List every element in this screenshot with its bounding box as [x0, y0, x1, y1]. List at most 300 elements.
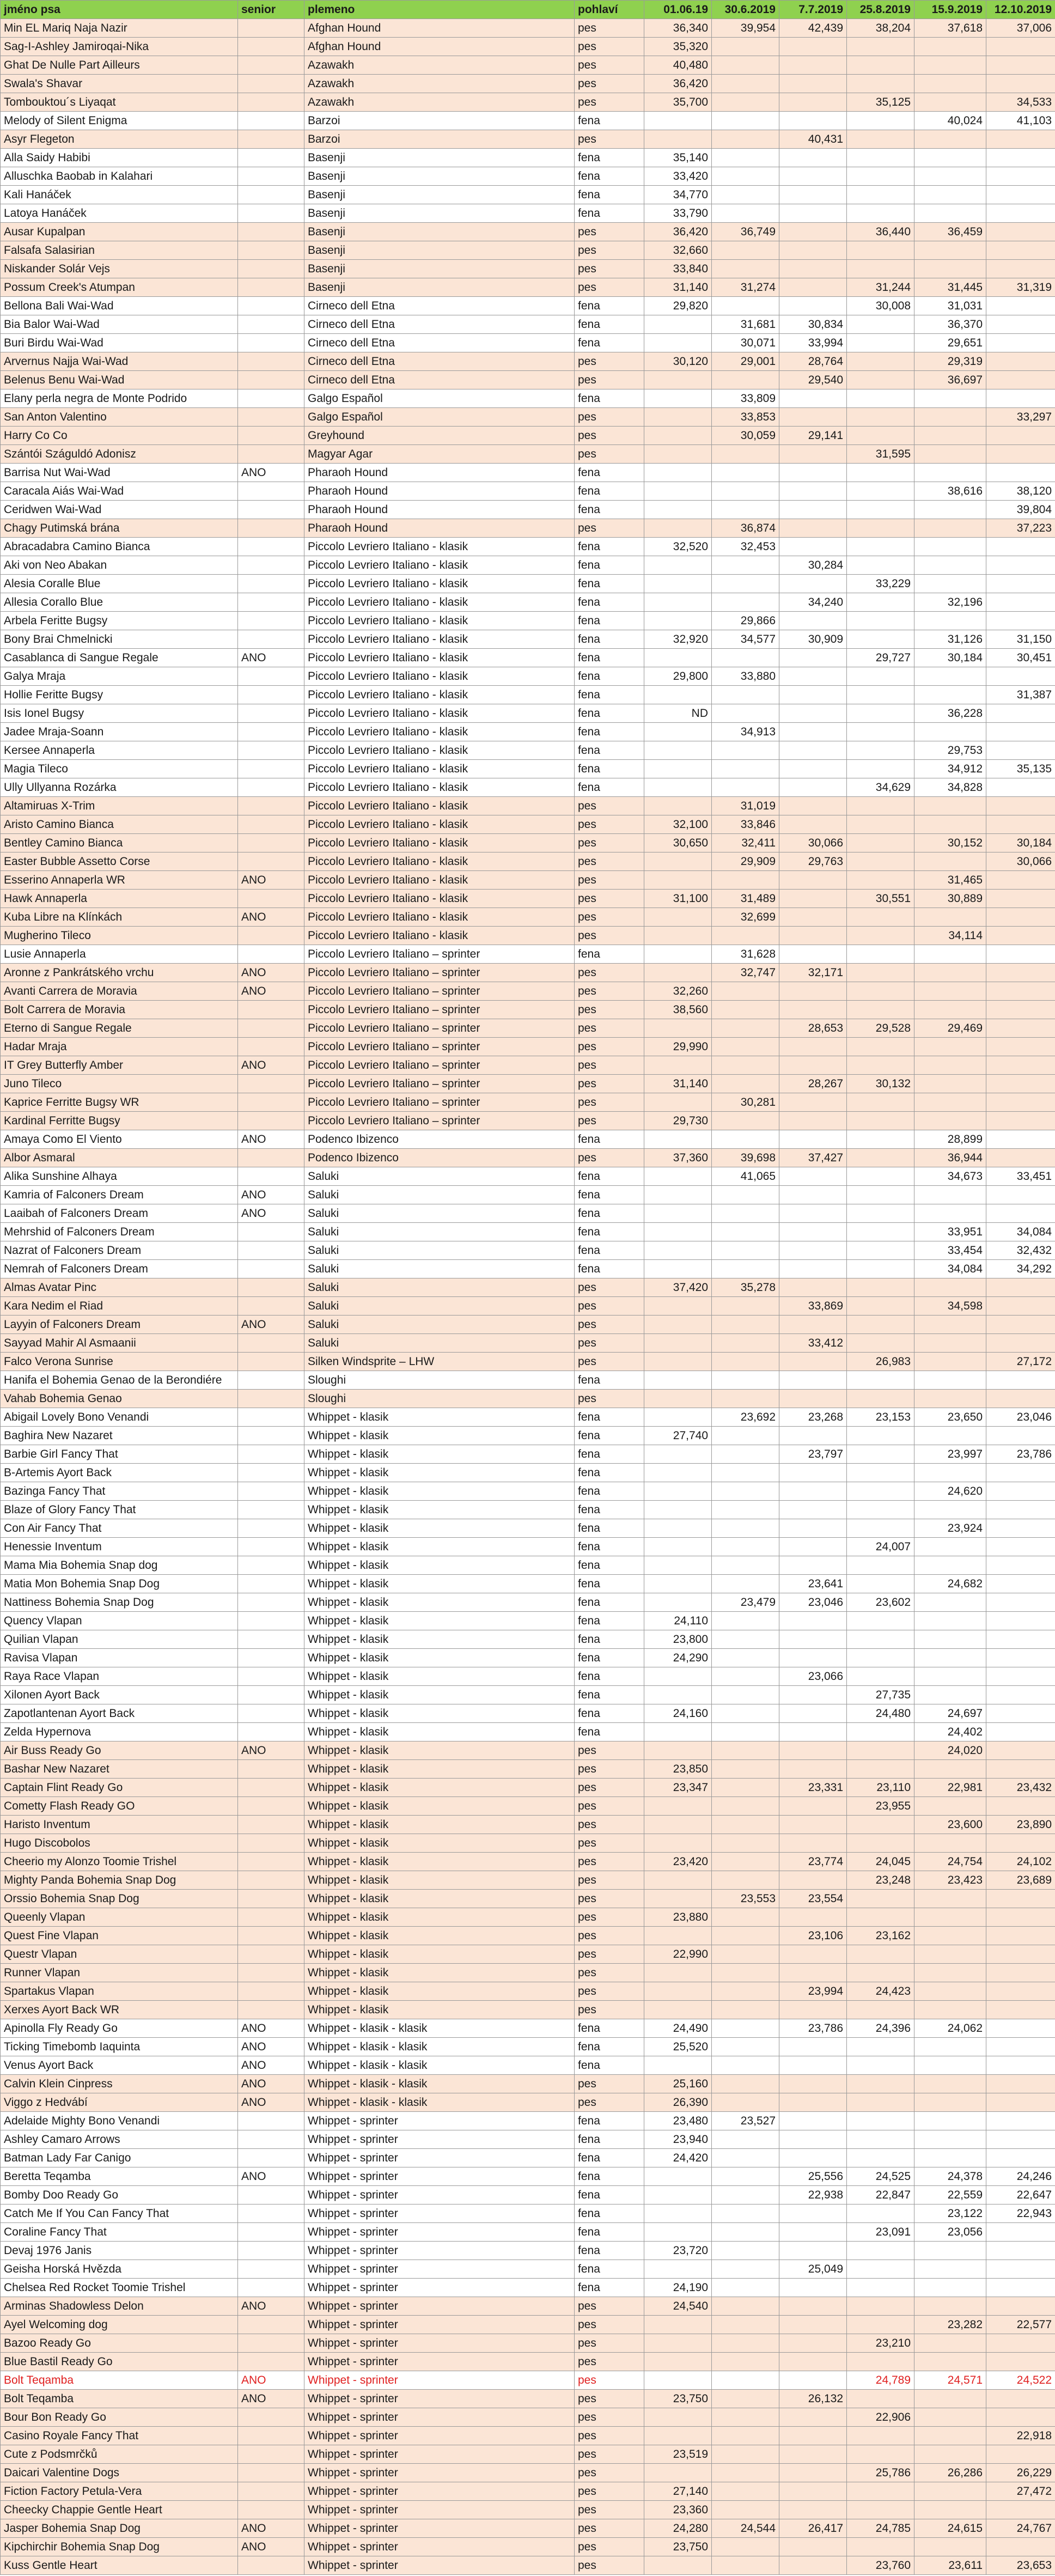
sex-cell[interactable]: pes — [575, 56, 644, 75]
dog-name-cell[interactable]: Falco Verona Sunrise — [1, 1353, 238, 1371]
time-cell-4[interactable] — [847, 482, 914, 501]
senior-cell[interactable] — [238, 1982, 304, 2001]
time-cell-4[interactable] — [847, 2297, 914, 2316]
time-cell-2[interactable] — [712, 2316, 779, 2334]
sex-cell[interactable]: pes — [575, 2408, 644, 2427]
time-cell-2[interactable] — [712, 464, 779, 482]
time-cell-2[interactable] — [712, 1908, 779, 1927]
time-cell-3[interactable]: 28,653 — [779, 1019, 847, 1038]
breed-cell[interactable]: Whippet - klasik — [304, 1741, 575, 1760]
time-cell-2[interactable] — [712, 1075, 779, 1093]
time-cell-4[interactable] — [847, 1093, 914, 1112]
time-cell-2[interactable] — [712, 1871, 779, 1890]
time-cell-1[interactable]: 24,420 — [644, 2149, 712, 2167]
time-cell-6[interactable] — [986, 1667, 1055, 1686]
sex-cell[interactable]: pes — [575, 2075, 644, 2093]
time-cell-1[interactable] — [644, 1371, 712, 1390]
time-cell-5[interactable] — [914, 2334, 986, 2353]
breed-cell[interactable]: Piccolo Levriero Italiano - klasik — [304, 778, 575, 797]
dog-name-cell[interactable]: Cheecky Chappie Gentle Heart — [1, 2501, 238, 2519]
time-cell-2[interactable]: 33,853 — [712, 408, 779, 427]
breed-cell[interactable]: Piccolo Levriero Italiano - klasik — [304, 556, 575, 575]
dog-name-cell[interactable]: Venus Ayort Back — [1, 2056, 238, 2075]
time-cell-2[interactable]: 23,692 — [712, 1408, 779, 1427]
time-cell-2[interactable]: 31,681 — [712, 315, 779, 334]
time-cell-1[interactable] — [644, 1982, 712, 2001]
time-cell-5[interactable]: 36,459 — [914, 223, 986, 241]
time-cell-5[interactable]: 36,370 — [914, 315, 986, 334]
dog-name-cell[interactable]: Calvin Klein Cinpress — [1, 2075, 238, 2093]
time-cell-6[interactable] — [986, 704, 1055, 723]
time-cell-4[interactable]: 30,008 — [847, 297, 914, 315]
time-cell-4[interactable]: 22,847 — [847, 2186, 914, 2204]
sex-cell[interactable]: pes — [575, 2334, 644, 2353]
dog-name-cell[interactable]: Min EL Mariq Naja Nazir — [1, 19, 238, 38]
time-cell-2[interactable] — [712, 2242, 779, 2260]
senior-cell[interactable] — [238, 2112, 304, 2130]
sex-cell[interactable]: pes — [575, 1945, 644, 1964]
sex-cell[interactable]: fena — [575, 686, 644, 704]
time-cell-5[interactable]: 24,402 — [914, 1723, 986, 1741]
senior-cell[interactable] — [238, 149, 304, 167]
time-cell-2[interactable]: 23,553 — [712, 1890, 779, 1908]
breed-cell[interactable]: Whippet - sprinter — [304, 2556, 575, 2575]
breed-cell[interactable]: Whippet - klasik — [304, 1723, 575, 1741]
senior-cell[interactable] — [238, 2408, 304, 2427]
time-cell-4[interactable] — [847, 1575, 914, 1593]
dog-name-cell[interactable]: Queenly Vlapan — [1, 1908, 238, 1927]
breed-cell[interactable]: Whippet - klasik — [304, 1482, 575, 1501]
time-cell-4[interactable] — [847, 908, 914, 927]
time-cell-3[interactable] — [779, 741, 847, 760]
time-cell-2[interactable] — [712, 1612, 779, 1630]
time-cell-1[interactable] — [644, 445, 712, 464]
senior-cell[interactable] — [238, 1890, 304, 1908]
time-cell-6[interactable]: 24,102 — [986, 1853, 1055, 1871]
sex-cell[interactable]: fena — [575, 1408, 644, 1427]
time-cell-3[interactable] — [779, 38, 847, 56]
dog-name-cell[interactable]: Henessie Inventum — [1, 1538, 238, 1556]
time-cell-2[interactable] — [712, 2501, 779, 2519]
time-cell-2[interactable]: 34,577 — [712, 630, 779, 649]
time-cell-2[interactable] — [712, 1630, 779, 1649]
senior-cell[interactable] — [238, 1075, 304, 1093]
time-cell-4[interactable] — [847, 38, 914, 56]
time-cell-3[interactable] — [779, 1630, 847, 1649]
time-cell-3[interactable]: 23,106 — [779, 1927, 847, 1945]
time-cell-4[interactable] — [847, 1945, 914, 1964]
dog-name-cell[interactable]: Nemrah of Falconers Dream — [1, 1260, 238, 1278]
time-cell-5[interactable]: 24,754 — [914, 1853, 986, 1871]
sex-cell[interactable]: pes — [575, 1797, 644, 1816]
time-cell-6[interactable] — [986, 871, 1055, 890]
time-cell-5[interactable] — [914, 1612, 986, 1630]
senior-cell[interactable] — [238, 927, 304, 945]
time-cell-1[interactable] — [644, 1890, 712, 1908]
time-cell-3[interactable]: 23,774 — [779, 1853, 847, 1871]
time-cell-2[interactable]: 30,281 — [712, 1093, 779, 1112]
breed-cell[interactable]: Whippet - klasik — [304, 1612, 575, 1630]
dog-name-cell[interactable]: Abigail Lovely Bono Venandi — [1, 1408, 238, 1427]
time-cell-3[interactable]: 34,240 — [779, 593, 847, 612]
sex-cell[interactable]: fena — [575, 1630, 644, 1649]
time-cell-4[interactable] — [847, 741, 914, 760]
time-cell-2[interactable] — [712, 871, 779, 890]
senior-cell[interactable] — [238, 1241, 304, 1260]
time-cell-4[interactable]: 23,955 — [847, 1797, 914, 1816]
time-cell-4[interactable] — [847, 667, 914, 686]
time-cell-3[interactable] — [779, 1649, 847, 1667]
senior-cell[interactable] — [238, 1927, 304, 1945]
senior-cell[interactable] — [238, 1667, 304, 1686]
time-cell-5[interactable]: 23,122 — [914, 2204, 986, 2223]
sex-cell[interactable]: fena — [575, 1464, 644, 1482]
sex-cell[interactable]: pes — [575, 1093, 644, 1112]
senior-cell[interactable] — [238, 2001, 304, 2019]
time-cell-6[interactable] — [986, 75, 1055, 93]
time-cell-3[interactable] — [779, 1390, 847, 1408]
breed-cell[interactable]: Galgo Español — [304, 408, 575, 427]
time-cell-1[interactable] — [644, 1130, 712, 1149]
time-cell-6[interactable] — [986, 1019, 1055, 1038]
time-cell-1[interactable] — [644, 1816, 712, 1834]
time-cell-2[interactable] — [712, 2297, 779, 2316]
time-cell-2[interactable] — [712, 2093, 779, 2112]
time-cell-5[interactable] — [914, 1556, 986, 1575]
time-cell-4[interactable]: 25,786 — [847, 2464, 914, 2482]
time-cell-1[interactable] — [644, 1741, 712, 1760]
time-cell-2[interactable] — [712, 760, 779, 778]
time-cell-1[interactable] — [644, 945, 712, 964]
dog-name-cell[interactable]: Sag-I-Ashley Jamiroqai-Nika — [1, 38, 238, 56]
time-cell-2[interactable] — [712, 1241, 779, 1260]
time-cell-3[interactable] — [779, 1353, 847, 1371]
time-cell-3[interactable] — [779, 1186, 847, 1204]
dog-name-cell[interactable]: Buri Birdu Wai-Wad — [1, 334, 238, 352]
time-cell-2[interactable]: 23,527 — [712, 2112, 779, 2130]
time-cell-4[interactable]: 23,760 — [847, 2556, 914, 2575]
sex-cell[interactable]: pes — [575, 797, 644, 815]
breed-cell[interactable]: Piccolo Levriero Italiano - klasik — [304, 612, 575, 630]
breed-cell[interactable]: Whippet - sprinter — [304, 2538, 575, 2556]
time-cell-1[interactable] — [644, 612, 712, 630]
time-cell-3[interactable] — [779, 408, 847, 427]
dog-name-cell[interactable]: Nattiness Bohemia Snap Dog — [1, 1593, 238, 1612]
time-cell-6[interactable] — [986, 1519, 1055, 1538]
time-cell-4[interactable] — [847, 2538, 914, 2556]
senior-cell[interactable]: ANO — [238, 2038, 304, 2056]
time-cell-4[interactable] — [847, 1816, 914, 1834]
time-cell-2[interactable] — [712, 1130, 779, 1149]
breed-cell[interactable]: Whippet - klasik — [304, 1519, 575, 1538]
time-cell-4[interactable]: 38,204 — [847, 19, 914, 38]
senior-cell[interactable] — [238, 1445, 304, 1464]
senior-cell[interactable] — [238, 1371, 304, 1390]
time-cell-4[interactable] — [847, 1464, 914, 1482]
time-cell-6[interactable]: 27,472 — [986, 2482, 1055, 2501]
dog-name-cell[interactable]: Sayyad Mahir Al Asmaanii — [1, 1334, 238, 1353]
sex-cell[interactable]: pes — [575, 982, 644, 1001]
time-cell-4[interactable] — [847, 315, 914, 334]
sex-cell[interactable]: fena — [575, 2279, 644, 2297]
time-cell-3[interactable]: 28,764 — [779, 352, 847, 371]
time-cell-2[interactable] — [712, 1853, 779, 1871]
dog-name-cell[interactable]: Catch Me If You Can Fancy That — [1, 2204, 238, 2223]
senior-cell[interactable] — [238, 852, 304, 871]
sex-cell[interactable]: pes — [575, 2482, 644, 2501]
dog-name-cell[interactable]: Harry Co Co — [1, 427, 238, 445]
time-cell-5[interactable] — [914, 445, 986, 464]
time-cell-4[interactable] — [847, 2316, 914, 2334]
time-cell-4[interactable]: 23,091 — [847, 2223, 914, 2242]
time-cell-4[interactable] — [847, 2130, 914, 2149]
time-cell-2[interactable] — [712, 2279, 779, 2297]
time-cell-6[interactable] — [986, 2501, 1055, 2519]
senior-cell[interactable] — [238, 130, 304, 149]
time-cell-1[interactable] — [644, 1353, 712, 1371]
time-cell-2[interactable] — [712, 445, 779, 464]
dog-name-cell[interactable]: Magia Tileco — [1, 760, 238, 778]
time-cell-4[interactable]: 33,229 — [847, 575, 914, 593]
breed-cell[interactable]: Saluki — [304, 1260, 575, 1278]
time-cell-6[interactable] — [986, 1056, 1055, 1075]
time-cell-6[interactable]: 30,451 — [986, 649, 1055, 667]
time-cell-2[interactable] — [712, 2353, 779, 2371]
time-cell-3[interactable] — [779, 186, 847, 204]
time-cell-4[interactable] — [847, 1001, 914, 1019]
dog-name-cell[interactable]: Hugo Discobolos — [1, 1834, 238, 1853]
time-cell-1[interactable] — [644, 371, 712, 389]
dog-name-cell[interactable]: Isis Ionel Bugsy — [1, 704, 238, 723]
time-cell-3[interactable] — [779, 1001, 847, 1019]
time-cell-6[interactable] — [986, 815, 1055, 834]
breed-cell[interactable]: Whippet - klasik - klasik — [304, 2019, 575, 2038]
senior-cell[interactable]: ANO — [238, 2538, 304, 2556]
time-cell-1[interactable] — [644, 2464, 712, 2482]
time-cell-4[interactable]: 31,595 — [847, 445, 914, 464]
time-cell-1[interactable]: 24,190 — [644, 2279, 712, 2297]
time-cell-3[interactable] — [779, 2038, 847, 2056]
time-cell-3[interactable]: 23,331 — [779, 1779, 847, 1797]
time-cell-4[interactable] — [847, 2260, 914, 2279]
time-cell-3[interactable] — [779, 2001, 847, 2019]
senior-cell[interactable] — [238, 371, 304, 389]
sex-cell[interactable]: pes — [575, 93, 644, 112]
time-cell-1[interactable] — [644, 2556, 712, 2575]
sex-cell[interactable]: pes — [575, 927, 644, 945]
time-cell-3[interactable] — [779, 723, 847, 741]
dog-name-cell[interactable]: Alluschka Baobab in Kalahari — [1, 167, 238, 186]
time-cell-6[interactable] — [986, 1390, 1055, 1408]
time-cell-6[interactable]: 22,943 — [986, 2204, 1055, 2223]
dog-name-cell[interactable]: Air Buss Ready Go — [1, 1741, 238, 1760]
dog-name-cell[interactable]: Orssio Bohemia Snap Dog — [1, 1890, 238, 1908]
time-cell-2[interactable] — [712, 2223, 779, 2242]
time-cell-1[interactable] — [644, 1408, 712, 1427]
dog-name-cell[interactable]: Hawk Annaperla — [1, 890, 238, 908]
senior-cell[interactable] — [238, 1334, 304, 1353]
time-cell-4[interactable] — [847, 1834, 914, 1853]
time-cell-2[interactable]: 29,001 — [712, 352, 779, 371]
breed-cell[interactable]: Whippet - sprinter — [304, 2390, 575, 2408]
time-cell-1[interactable] — [644, 389, 712, 408]
sex-cell[interactable]: fena — [575, 112, 644, 130]
breed-cell[interactable]: Piccolo Levriero Italiano - klasik — [304, 538, 575, 556]
breed-cell[interactable]: Basenji — [304, 241, 575, 260]
senior-cell[interactable]: ANO — [238, 2093, 304, 2112]
time-cell-1[interactable]: 29,990 — [644, 1038, 712, 1056]
senior-cell[interactable] — [238, 223, 304, 241]
time-cell-4[interactable] — [847, 1964, 914, 1982]
time-cell-6[interactable] — [986, 167, 1055, 186]
time-cell-2[interactable] — [712, 927, 779, 945]
time-cell-2[interactable] — [712, 371, 779, 389]
breed-cell[interactable]: Piccolo Levriero Italiano - klasik — [304, 704, 575, 723]
time-cell-1[interactable]: 33,790 — [644, 204, 712, 223]
senior-cell[interactable] — [238, 186, 304, 204]
time-cell-1[interactable] — [644, 1797, 712, 1816]
time-cell-3[interactable] — [779, 149, 847, 167]
dog-name-cell[interactable]: Bolt Teqamba — [1, 2390, 238, 2408]
time-cell-2[interactable] — [712, 1686, 779, 1704]
sex-cell[interactable]: fena — [575, 1704, 644, 1723]
sex-cell[interactable]: pes — [575, 2297, 644, 2316]
time-cell-1[interactable]: 23,420 — [644, 1853, 712, 1871]
time-cell-1[interactable]: 30,120 — [644, 352, 712, 371]
time-cell-6[interactable] — [986, 908, 1055, 927]
breed-cell[interactable]: Azawakh — [304, 93, 575, 112]
time-cell-6[interactable] — [986, 2112, 1055, 2130]
senior-cell[interactable]: ANO — [238, 908, 304, 927]
senior-cell[interactable] — [238, 1427, 304, 1445]
time-cell-2[interactable] — [712, 1797, 779, 1816]
time-cell-6[interactable]: 22,577 — [986, 2316, 1055, 2334]
time-cell-1[interactable]: 32,100 — [644, 815, 712, 834]
time-cell-4[interactable] — [847, 2501, 914, 2519]
time-cell-5[interactable] — [914, 2093, 986, 2112]
dog-name-cell[interactable]: Casino Royale Fancy That — [1, 2427, 238, 2445]
time-cell-5[interactable]: 37,618 — [914, 19, 986, 38]
senior-cell[interactable]: ANO — [238, 1056, 304, 1075]
time-cell-1[interactable] — [644, 593, 712, 612]
time-cell-6[interactable] — [986, 1075, 1055, 1093]
time-cell-6[interactable] — [986, 2149, 1055, 2167]
time-cell-3[interactable] — [779, 2112, 847, 2130]
time-cell-4[interactable] — [847, 1260, 914, 1278]
senior-cell[interactable] — [238, 1816, 304, 1834]
time-cell-3[interactable] — [779, 1945, 847, 1964]
sex-cell[interactable]: pes — [575, 445, 644, 464]
breed-cell[interactable]: Whippet - klasik — [304, 1686, 575, 1704]
senior-cell[interactable] — [238, 2445, 304, 2464]
sex-cell[interactable]: pes — [575, 815, 644, 834]
time-cell-1[interactable]: 32,920 — [644, 630, 712, 649]
breed-cell[interactable]: Galgo Español — [304, 389, 575, 408]
time-cell-6[interactable]: 31,150 — [986, 630, 1055, 649]
time-cell-3[interactable]: 23,066 — [779, 1667, 847, 1686]
time-cell-6[interactable] — [986, 741, 1055, 760]
dog-name-cell[interactable]: Bashar New Nazaret — [1, 1760, 238, 1779]
dog-name-cell[interactable]: Barbie Girl Fancy That — [1, 1445, 238, 1464]
header-cell-date-1[interactable]: 01.06.19 — [644, 1, 712, 19]
time-cell-5[interactable] — [914, 2056, 986, 2075]
time-cell-3[interactable]: 30,909 — [779, 630, 847, 649]
breed-cell[interactable]: Piccolo Levriero Italiano - klasik — [304, 908, 575, 927]
dog-name-cell[interactable]: Chelsea Red Rocket Toomie Trishel — [1, 2279, 238, 2297]
time-cell-6[interactable] — [986, 2408, 1055, 2427]
senior-cell[interactable] — [238, 1834, 304, 1853]
header-cell-date-3[interactable]: 7.7.2019 — [779, 1, 847, 19]
breed-cell[interactable]: Whippet - klasik — [304, 1464, 575, 1482]
time-cell-1[interactable] — [644, 130, 712, 149]
time-cell-3[interactable] — [779, 2445, 847, 2464]
time-cell-6[interactable] — [986, 1538, 1055, 1556]
sex-cell[interactable]: pes — [575, 1390, 644, 1408]
time-cell-1[interactable] — [644, 2056, 712, 2075]
time-cell-2[interactable] — [712, 1334, 779, 1353]
time-cell-3[interactable] — [779, 1112, 847, 1130]
sex-cell[interactable]: fena — [575, 741, 644, 760]
breed-cell[interactable]: Magyar Agar — [304, 445, 575, 464]
time-cell-5[interactable] — [914, 56, 986, 75]
sex-cell[interactable]: pes — [575, 1816, 644, 1834]
time-cell-6[interactable]: 23,046 — [986, 1408, 1055, 1427]
time-cell-1[interactable] — [644, 334, 712, 352]
time-cell-5[interactable] — [914, 501, 986, 519]
breed-cell[interactable]: Whippet - sprinter — [304, 2501, 575, 2519]
time-cell-4[interactable] — [847, 2075, 914, 2093]
time-cell-2[interactable] — [712, 649, 779, 667]
dog-name-cell[interactable]: Ully Ullyanna Rozárka — [1, 778, 238, 797]
breed-cell[interactable]: Whippet - sprinter — [304, 2464, 575, 2482]
time-cell-5[interactable] — [914, 2075, 986, 2093]
time-cell-6[interactable]: 23,786 — [986, 1445, 1055, 1464]
senior-cell[interactable]: ANO — [238, 2297, 304, 2316]
time-cell-3[interactable] — [779, 2334, 847, 2353]
time-cell-4[interactable] — [847, 1908, 914, 1927]
time-cell-3[interactable] — [779, 2223, 847, 2242]
time-cell-5[interactable] — [914, 75, 986, 93]
senior-cell[interactable]: ANO — [238, 982, 304, 1001]
time-cell-3[interactable] — [779, 2427, 847, 2445]
senior-cell[interactable] — [238, 501, 304, 519]
breed-cell[interactable]: Whippet - klasik - klasik — [304, 2093, 575, 2112]
time-cell-5[interactable]: 31,031 — [914, 297, 986, 315]
time-cell-1[interactable] — [644, 797, 712, 815]
time-cell-5[interactable]: 26,286 — [914, 2464, 986, 2482]
sex-cell[interactable]: fena — [575, 1130, 644, 1149]
sex-cell[interactable]: fena — [575, 723, 644, 741]
time-cell-2[interactable] — [712, 93, 779, 112]
dog-name-cell[interactable]: Kardinal Ferritte Bugsy — [1, 1112, 238, 1130]
breed-cell[interactable]: Whippet - klasik - klasik — [304, 2056, 575, 2075]
senior-cell[interactable] — [238, 167, 304, 186]
dog-name-cell[interactable]: Con Air Fancy That — [1, 1519, 238, 1538]
time-cell-5[interactable]: 34,912 — [914, 760, 986, 778]
time-cell-4[interactable] — [847, 2242, 914, 2260]
breed-cell[interactable]: Whippet - sprinter — [304, 2519, 575, 2538]
time-cell-4[interactable] — [847, 1371, 914, 1390]
sex-cell[interactable]: pes — [575, 852, 644, 871]
dog-name-cell[interactable]: Matia Mon Bohemia Snap Dog — [1, 1575, 238, 1593]
time-cell-6[interactable] — [986, 1686, 1055, 1704]
time-cell-1[interactable] — [644, 1390, 712, 1408]
time-cell-6[interactable] — [986, 352, 1055, 371]
sex-cell[interactable]: fena — [575, 2130, 644, 2149]
dog-name-cell[interactable]: Kali Hanáček — [1, 186, 238, 204]
senior-cell[interactable] — [238, 93, 304, 112]
time-cell-4[interactable]: 24,045 — [847, 1853, 914, 1871]
